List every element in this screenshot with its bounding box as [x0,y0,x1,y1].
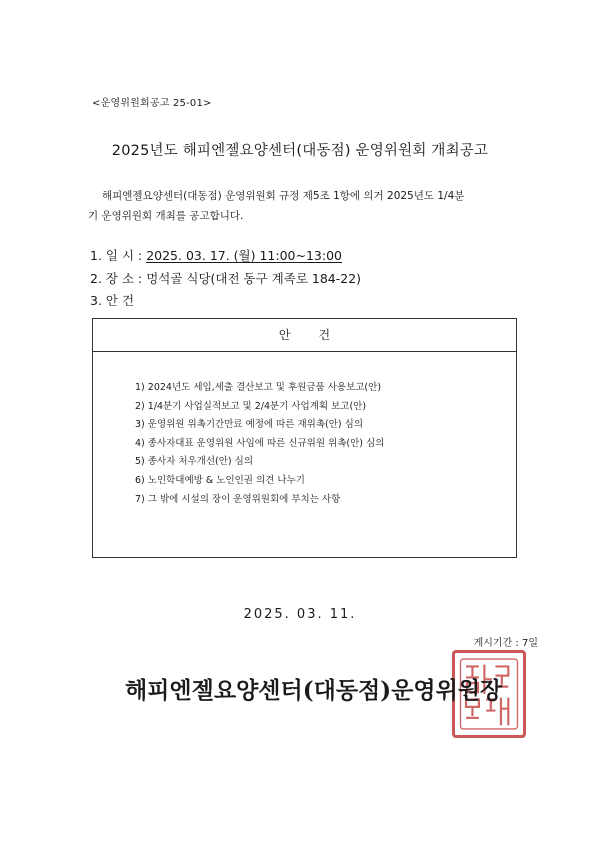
agenda-entry: 4) 종사자대표 운영위원 사임에 따른 신규위원 위촉(안) 심의 [135,437,385,449]
posting-period: 게시기간 : 7일 [473,638,538,649]
notice-date: 2025. 03. 11. [243,607,357,622]
agenda-entry: 7) 그 밖에 시설의 장이 운영위원회에 부치는 사항 [135,493,341,505]
agenda-header: 안건 [93,319,516,352]
item-agenda-label: 3. 안 건 [90,293,135,308]
agenda-entry: 3) 운영위원 위촉기간만료 예정에 따른 재위촉(안) 심의 [135,419,363,431]
agenda-entry: 1) 2024년도 세입,세출 결산보고 및 후원금품 사용보고(안) [135,382,382,393]
intro-paragraph [88,186,518,226]
document-number: <운영위원회공고 25-01> [92,98,212,109]
agenda-box [92,318,517,558]
item-agenda [90,291,134,309]
issuer-name: 해피엔젤요양센터(대동점)운영위원장 [125,677,503,704]
intro-line-1: 해피엔젤요양센터(대동점) 운영위원회 규정 제5조 1항에 의거 2025년도 1/4분 [102,190,465,202]
item-place [90,269,361,287]
page-title: 2025년도 해피엔젤요양센터(대동점) 운영위원회 개최공고 [111,143,489,159]
intro-line-2: 기 운영위원회 개최를 공고합니다. [88,210,244,222]
agenda-entry: 5) 종사자 처우개선(안) 심의 [135,456,253,468]
agenda-entry: 6) 노인학대예방 & 노인인권 의견 나누기 [135,474,305,486]
agenda-entry: 2) 1/4분기 사업실적보고 및 2/4분기 사업계획 보고(안) [135,400,367,412]
item-date [90,246,342,264]
item-date-value: 2025. 03. 17. (월) 11:00~13:00 [146,248,342,263]
item-place-label: 2. 장 소 : [90,271,143,286]
agenda-list [135,379,384,509]
item-place-value: 멍석골 식당(대전 동구 계족로 184-22) [146,271,362,286]
item-date-label: 1. 일 시 : [90,248,143,263]
